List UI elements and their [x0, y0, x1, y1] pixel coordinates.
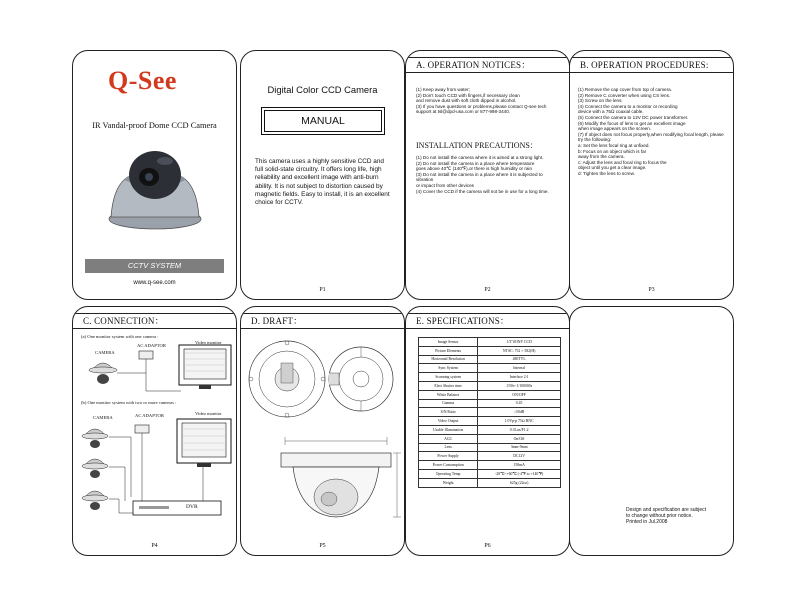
- page-number: P2: [484, 287, 491, 293]
- list-item: or impact from other devices: [416, 182, 474, 188]
- draft-drawing: [241, 333, 405, 533]
- diagram-a-label: (a) One monitor system with one camera :: [81, 334, 159, 339]
- table-row: S/N Ratio ≥50dB: [419, 408, 561, 417]
- spec-table: [418, 337, 561, 488]
- table-row: Weight 625g (22oz): [419, 478, 561, 487]
- list-item: support at tsl@dpd-usa.com or 877-998-3440.: [416, 109, 511, 115]
- table-row: Scanning system Interlace 2:1: [419, 373, 561, 382]
- cover-subtitle: IR Vandal-proof Dome CCD Camera: [92, 121, 217, 130]
- section-header: E. SPECIFICATIONS：: [406, 313, 569, 329]
- section-header: A. OPERATION NOTICES：: [406, 57, 569, 73]
- list-item: (6) Modify the focus of lens to get an excellent image: [578, 120, 686, 126]
- panel-p7: [569, 306, 734, 556]
- connection-diagram-b: [73, 417, 237, 527]
- list-item: (3) Do not install the camera in a place where it is subjected to vibration: [416, 171, 543, 183]
- diagram-b-label: (b) One monitor system with two or more cameras :: [81, 400, 177, 405]
- section-header: D. DRAFT：: [241, 313, 404, 329]
- monitor-label: Video monitor: [195, 411, 222, 416]
- precautions-list: [416, 155, 561, 194]
- list-item: d: Tighten the lens to screw.: [578, 170, 635, 176]
- adaptor-label: AC ADAPTOR: [135, 413, 164, 418]
- list-item: device with a 75Ω coaxial cable.: [578, 109, 644, 115]
- manual-label: MANUAL: [264, 110, 382, 132]
- list-item: object until you get a clear image.: [578, 165, 647, 171]
- table-row: Operating Temp -20℃~+60℃ (-4℉ to +140℉): [419, 469, 561, 478]
- list-item: when image appears on the screen.: [578, 126, 652, 132]
- table-row: AGC On/Off: [419, 434, 561, 443]
- dome-camera-image: [105, 139, 205, 234]
- list-item: try the following:: [578, 137, 612, 143]
- list-item: (1) Do not install the camera where it is aimed at a strong light.: [416, 155, 544, 160]
- list-item: (4) Connect the camera to a monitor or recording: [578, 103, 678, 109]
- list-item: (5) Connect the camera to 12V DC power transformer.: [578, 114, 689, 120]
- table-row: Gamma 0.45: [419, 399, 561, 408]
- table-row: Power Supply DC12V: [419, 452, 561, 461]
- panel-p6: [405, 306, 570, 556]
- list-item: a: Set the lens focal ring at unfixed.: [578, 142, 650, 148]
- table-row: Horizontal Resolution 480TVL: [419, 355, 561, 364]
- table-row: Video Output 1.0Vp-p 75Ω BNC: [419, 417, 561, 426]
- list-item: (2) Remove C converter when using CS lens.: [578, 92, 671, 98]
- connection-diagram-a: [73, 343, 237, 403]
- monitor-label: Video monitor: [195, 340, 222, 345]
- panel-p3: [569, 50, 734, 300]
- cover-url: www.q-see.com: [133, 280, 176, 286]
- list-item: (4) Cover the CCD if the camera will not be in use for a long time.: [416, 188, 549, 194]
- list-item: (2) Do not install the camera in a place where temperature: [416, 160, 535, 166]
- list-item: c: Adjust the lens and focal ring to focus the: [578, 159, 667, 165]
- intro-text: This camera uses a highly sensitive CCD and full solid-state circuitry. It offers long life, high reliability and excellent image with anti-burn ability. It is not subject to distortion caused by magnetic fields. Easy to install, it is an excellent choice for CCTV.: [255, 158, 390, 207]
- brand-logo: Q-See: [108, 66, 177, 95]
- list-item: (3) Screw on the lens.: [578, 98, 623, 104]
- page-number: P1: [319, 287, 326, 293]
- list-item: (1) Remove the cap cover from top of camera.: [578, 87, 672, 92]
- panel-p5: [240, 306, 405, 556]
- table-row: White Balance ON/OFF: [419, 390, 561, 399]
- panel-p1: [240, 50, 405, 300]
- list-item: and remove dust with soft cloth dipped in alcohol.: [416, 98, 517, 104]
- product-title: Digital Color CCD Camera: [267, 84, 378, 95]
- table-row: Image Sensor 1/3"SONY CCD: [419, 338, 561, 347]
- install-title: INSTALLATION PRECAUTIONS：: [416, 141, 538, 150]
- table-row: Usable Illumination 0.3Lux/F1.2: [419, 425, 561, 434]
- table-row: Picture Elements NTSC: 752 × 582(H): [419, 346, 561, 355]
- list-item: (1) Keep away from water;: [416, 87, 470, 92]
- notices-list: [416, 87, 561, 115]
- panel-p4: [72, 306, 237, 556]
- list-item: (3) If you have questions or problems,please contact Q-see tech: [416, 103, 547, 109]
- cover-panel: [72, 50, 237, 300]
- panel-p2: [405, 50, 570, 300]
- camera-label: CAMERA: [95, 350, 115, 355]
- list-item: goes above 40℃ (140℉),or there is high humidity or rain: [416, 166, 533, 172]
- section-header: C. CONNECTION：: [73, 313, 236, 329]
- section-header: B. OPERATION PROCEDURES:: [570, 57, 733, 73]
- steps-list: [578, 87, 727, 177]
- adaptor-label: AC ADAPTOR: [137, 343, 166, 348]
- disclaimer-note: Design and specification are subject to change without prior notice. Printed in Jul.2008: [626, 507, 707, 525]
- table-row: Elect Shutter time 1/50s~1/100000s: [419, 381, 561, 390]
- page-number: P5: [319, 543, 326, 549]
- page-number: P6: [484, 543, 491, 549]
- list-item: away from the camera.: [578, 154, 625, 160]
- table-row: Sync System Internal: [419, 364, 561, 373]
- cctv-band: CCTV SYSTEM: [85, 259, 224, 273]
- list-item: b: Focus on an object which is far: [578, 148, 647, 154]
- list-item: (2) Don't touch CCD with fingers,if necessary clean: [416, 92, 520, 98]
- table-row: Power Consumption 150mA: [419, 461, 561, 470]
- manual-box: [261, 107, 385, 135]
- page-number: P3: [648, 287, 655, 293]
- page-number: P4: [151, 543, 158, 549]
- list-item: (7) If object does not focus properly,when modifying focal length, please: [578, 131, 724, 137]
- table-row: Lens 3mm-9mm: [419, 443, 561, 452]
- camera-label: CAMERA: [93, 415, 113, 420]
- dvr-label: DVR: [186, 504, 198, 510]
